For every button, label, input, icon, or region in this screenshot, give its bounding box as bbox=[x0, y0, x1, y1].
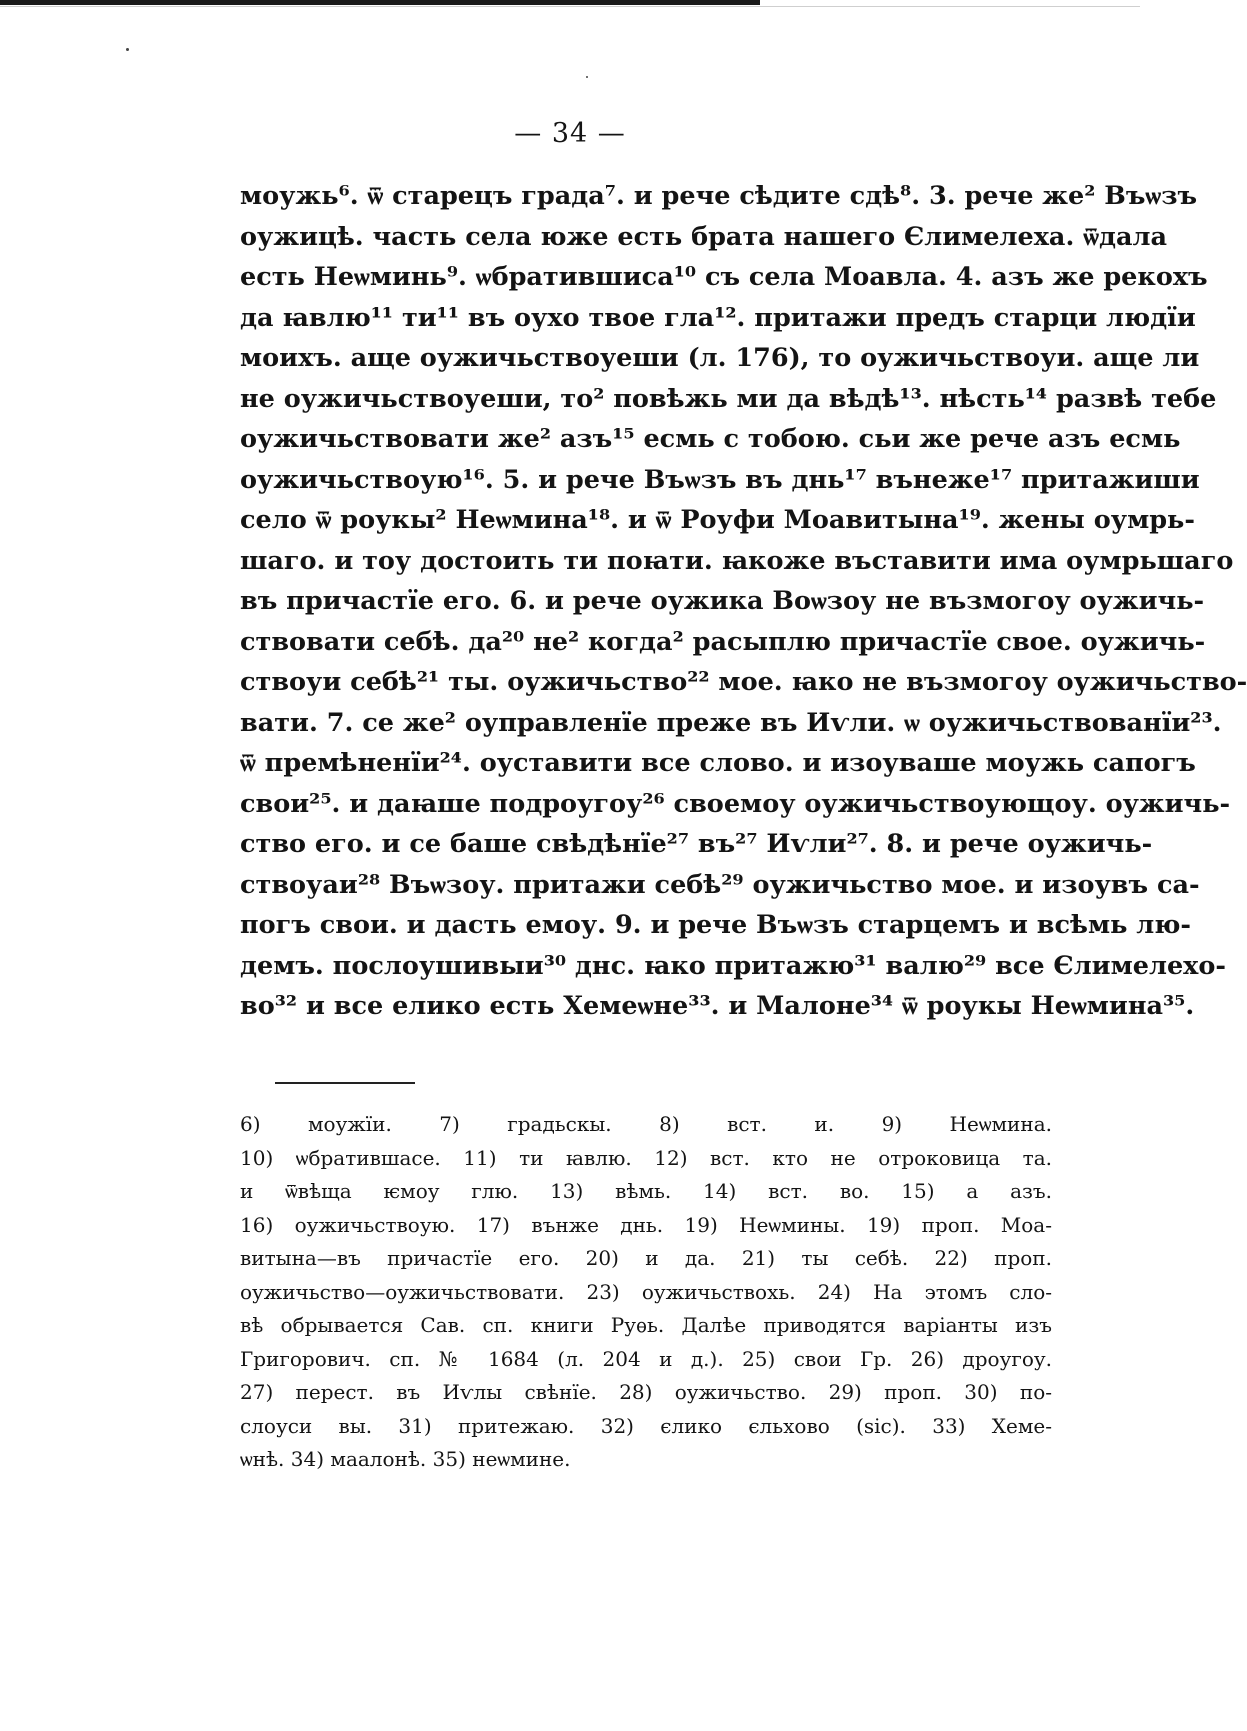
text-line: ство его. и се баше свѣдѣнїе²⁷ въ²⁷ Иѵли²⁷. 8. и рече оужичь- bbox=[240, 829, 1153, 859]
text-line: демъ. послоушивыи³⁰ днс. ꙗко притажю³¹ валю²⁹ все Єлимелехо- bbox=[240, 950, 1226, 981]
footnote-line: вѣ обрывается Сав. сп. книги Руѳь. Далѣе приводятся варіанты изъ bbox=[240, 1313, 1052, 1337]
text-line: въ причастїе его. 6. и рече оужика Воѡзоу не възмогоу оужичь- bbox=[240, 586, 1205, 616]
footnote-line: 10) ѡбратившасе. 11) ти ꙗвлю. 12) вст. кто не отроковица та. bbox=[240, 1145, 1052, 1170]
text-line: шаго. и тоу достоить ти поꙗти. ꙗкоже въставити има оумрьшаго bbox=[240, 545, 1234, 576]
speck bbox=[126, 48, 129, 51]
text-line: да ꙗвлю¹¹ ти¹¹ въ оухо твое гла¹². притажи предъ старци людїи bbox=[240, 302, 1196, 333]
text-line: ствовати себѣ. да²⁰ не² когда² расыплю причастїе свое. оужичь- bbox=[240, 626, 1206, 657]
footnote-line: оужичьство—оужичьствовати. 23) оужичьствохь. 24) На этомъ сло- bbox=[240, 1279, 1052, 1304]
footnote-line: 16) оужичьствоую. 17) вънже днь. 19) Неѡмины. 19) проп. Моа- bbox=[240, 1212, 1052, 1237]
text-line: свои²⁵. и даꙗше подроугоу²⁶ своемоу оужичьствоующоу. оужичь- bbox=[240, 788, 1231, 819]
text-line: погъ свои. и дасть емоу. 9. и рече Въѡзъ старцемъ и всѣмь лю- bbox=[240, 910, 1191, 940]
text-line: во³² и все елико есть Хемеѡне³³. и Малоне³⁴ ѿ роукы Неѡмина³⁵. bbox=[240, 991, 1195, 1021]
footnotes bbox=[240, 1108, 1052, 1477]
footnote-line: и ѿвѣща ѥмоу глю. 13) вѣмь. 14) вст. во. 15) а азъ. bbox=[240, 1179, 1052, 1203]
text-line: оужицѣ. часть села юже есть брата нашего Єлимелеха. ѿдала bbox=[240, 221, 1168, 252]
footnote-line: слоуси вы. 31) притежаю. 32) єлико єльхово (sic). 33) Хеме- bbox=[240, 1413, 1052, 1438]
page-number: — 34 — bbox=[514, 118, 626, 149]
text-line: село ѿ роукы² Неѡмина¹⁸. и ѿ Роуфи Моавитына¹⁹. жены оумрь- bbox=[240, 505, 1195, 535]
text-line: есть Неѡминь⁹. ѡбратившиса¹⁰ съ села Моавла. 4. азъ же рекохъ bbox=[240, 262, 1208, 292]
text-line: ствоуи себѣ²¹ ты. оужичьство²² мое. ꙗко не възмогоу оужичьство- bbox=[240, 667, 1247, 697]
text-line: ствоуаи²⁸ Въѡзоу. притажи себѣ²⁹ оужичьство мое. и изоувъ са- bbox=[240, 869, 1200, 900]
footnote-line: витына—въ причастїе его. 20) и да. 21) ты себѣ. 22) проп. bbox=[240, 1246, 1052, 1270]
top-border-thin bbox=[0, 6, 1140, 7]
footnote-line: 27) перест. въ Иѵлы свѣнїе. 28) оужичьство. 29) проп. 30) по- bbox=[240, 1380, 1052, 1404]
text-line: оужичьствовати же² азъ¹⁵ есмь с тобою. сьи же рече азъ есмь bbox=[240, 424, 1181, 454]
footnote-line: Григорович. сп. № 1684 (л. 204 и д.). 25) свои Гр. 26) дроугоу. bbox=[240, 1346, 1052, 1371]
text-line: вати. 7. се же² оуправленїе преже въ Иѵли. ѡ оужичьствованїи²³. bbox=[240, 707, 1222, 738]
text-line: моихъ. аще оужичьствоуеши (л. 176), то оужичьствоуи. аще ли bbox=[240, 343, 1200, 373]
top-border bbox=[0, 0, 760, 5]
footnote-separator bbox=[275, 1082, 415, 1084]
speck bbox=[586, 76, 588, 78]
footnote-line: 6) моужїи. 7) градьскы. 8) вст. и. 9) Неѡмина. bbox=[240, 1112, 1052, 1136]
text-line: оужичьствоую¹⁶. 5. и рече Въѡзъ въ днь¹⁷ вънеже¹⁷ притажиши bbox=[240, 464, 1200, 495]
text-line: не оужичьствоуеши, то² повѣжь ми да вѣдѣ¹³. нѣсть¹⁴ развѣ тебе bbox=[240, 383, 1217, 414]
text-line: моужь⁶. ѿ старецъ града⁷. и рече сѣдите сдѣ⁸. 3. рече же² Въѡзъ bbox=[240, 181, 1198, 211]
text-line: ѿ премѣненїи²⁴. оуставити все слово. и изоуваше моужь сапогъ bbox=[240, 748, 1196, 778]
footnote-line: ѡнѣ. 34) маалонѣ. 35) неѡмине. bbox=[240, 1447, 571, 1471]
main-text bbox=[240, 176, 1247, 1027]
